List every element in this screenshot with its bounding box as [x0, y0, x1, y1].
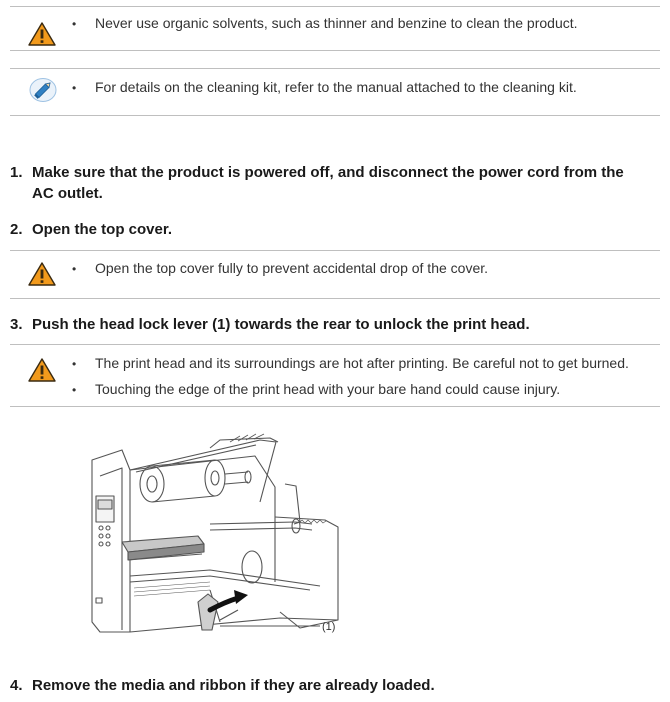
step4-text: Remove the media and ribbon if they are already loaded. — [32, 677, 435, 694]
step3-text: Push the head lock lever (1) towards the rear to unlock the print head. — [32, 316, 530, 333]
bullet: • — [72, 81, 77, 95]
step2-number: 2. — [10, 221, 23, 238]
note2-text: For details on the cleaning kit, refer to the manual attached to the cleaning kit. — [95, 79, 577, 95]
warning-icon — [28, 262, 56, 286]
warning-icon — [28, 358, 56, 382]
bullet: • — [72, 262, 77, 276]
note4-item1: The print head and its surroundings are hot after printing. Be careful not to get burned. — [95, 355, 629, 371]
bullet: • — [72, 357, 77, 371]
note4-top-rule — [10, 344, 660, 345]
note1-text: Never use organic solvents, such as thinner and benzine to clean the product. — [95, 15, 578, 31]
note3-top-rule — [10, 250, 660, 251]
note3-text: Open the top cover fully to prevent accidental drop of the cover. — [95, 260, 489, 276]
note4-bottom-rule — [10, 406, 660, 407]
step1-line2: AC outlet. — [32, 185, 103, 202]
note2-top-rule — [10, 68, 660, 69]
bullet: • — [72, 383, 77, 397]
bullet: • — [72, 17, 77, 31]
note1-bottom-rule — [10, 50, 660, 51]
callout-label: (1) — [322, 621, 336, 633]
printer-illustration — [70, 432, 360, 644]
step1-line1: Make sure that the product is powered off, and disconnect the power cord from the — [32, 164, 624, 181]
step3-number: 3. — [10, 316, 23, 333]
step1-number: 1. — [10, 164, 23, 181]
note2-bottom-rule — [10, 115, 660, 116]
step2-text: Open the top cover. — [32, 221, 173, 238]
warning-icon — [28, 22, 56, 46]
pencil-note-icon — [28, 77, 58, 103]
note4-item2: Touching the edge of the print head with your bare hand could cause injury. — [95, 381, 561, 397]
step4-number: 4. — [10, 677, 23, 694]
note1-top-rule — [10, 6, 660, 7]
note3-bottom-rule — [10, 298, 660, 299]
